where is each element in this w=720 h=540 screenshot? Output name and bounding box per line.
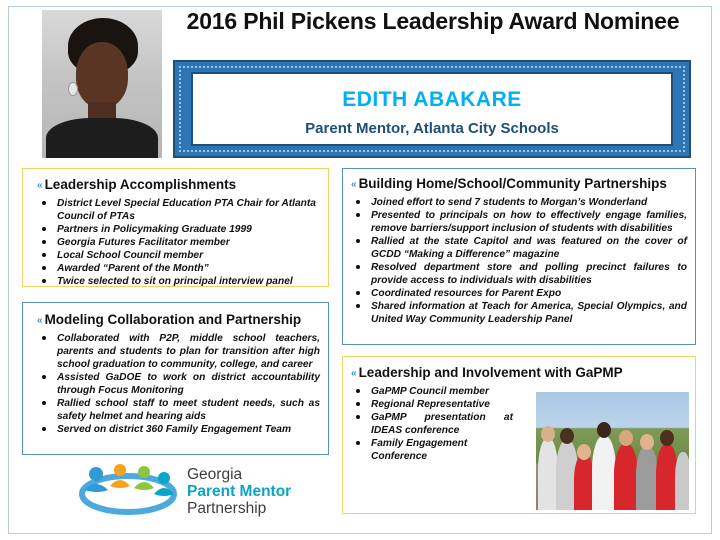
section-heading (351, 365, 687, 380)
list-item: GaPMP presentation at IDEAS conference (351, 411, 513, 437)
list-item: Rallied school staff to meet student needs, such as safety helmet and hearing aids (37, 397, 320, 423)
bullet-list (351, 385, 513, 463)
list-item: Georgia Futures Facilitator member (37, 236, 320, 249)
modeling-collaboration-section (22, 302, 329, 455)
building-partnerships-section (342, 168, 696, 345)
section-heading (351, 176, 687, 191)
page-title: 2016 Phil Pickens Leadership Award Nominee (186, 8, 680, 34)
list-item: Joined effort to send 7 students to Morgan’s Wonderland (351, 196, 687, 209)
list-item: Assisted GaDOE to work on district accountability through Focus Monitoring (37, 371, 320, 397)
georgia-parent-mentor-partnership-logo (74, 460, 324, 520)
logo-text-partnership: Partnership (187, 500, 267, 517)
list-item: Coordinated resources for Parent Expo (351, 287, 687, 300)
list-item: GaPMP Council member (351, 385, 513, 398)
list-item: Presented to principals on how to effectively engage families, remove barriers/support inclusion of students with disabilities (351, 209, 687, 235)
leadership-accomplishments-section (22, 168, 329, 287)
section-heading-text: Building Home/School/Community Partnerships (358, 176, 667, 191)
logo-text-parent-mentor: Parent Mentor (187, 483, 292, 500)
section-heading-text: Leadership and Involvement with GaPMP (358, 365, 623, 380)
chevron-icon: « (37, 315, 43, 326)
chevron-icon: « (351, 368, 357, 379)
list-item: District Level Special Education PTA Chair for Atlanta Council of PTAs (37, 197, 320, 223)
list-item: Awarded “Parent of the Month” (37, 262, 320, 275)
list-item: Partners in Policymaking Graduate 1999 (37, 223, 320, 236)
list-item: Local School Council member (37, 249, 320, 262)
chevron-icon: « (351, 179, 357, 190)
list-item: Family Engagement Conference (351, 437, 513, 463)
bullet-list (37, 197, 320, 288)
nominee-banner-inner (191, 72, 673, 146)
nominee-banner (173, 60, 691, 158)
people-circle-logo-icon (74, 460, 182, 520)
nominee-name: EDITH ABAKARE (342, 88, 522, 111)
list-item: Rallied at the state Capitol and was featured on the cover of GCDD “Making a Difference” magazine (351, 235, 687, 261)
list-item: Shared information at Teach for America, Special Olympics, and United Way Community Leadership Panel (351, 300, 687, 326)
nominee-portrait-photo (42, 10, 162, 158)
group-photo (536, 392, 689, 510)
list-item: Served on district 360 Family Engagement Team (37, 423, 320, 436)
nominee-role: Parent Mentor, Atlanta City Schools (305, 120, 559, 137)
list-item: Collaborated with P2P, middle school teachers, parents and students to plan for transition after high school graduation to community, college, and career (37, 332, 320, 371)
bullet-list (37, 332, 320, 436)
section-heading-text: Modeling Collaboration and Partnership (44, 312, 302, 327)
section-heading (37, 312, 320, 327)
section-heading (37, 177, 320, 192)
section-heading-text: Leadership Accomplishments (44, 177, 237, 192)
list-item: Regional Representative (351, 398, 513, 411)
chevron-icon: « (37, 180, 43, 191)
list-item: Resolved department store and polling precinct failures to provide access to individuals with disabilities (351, 261, 687, 287)
logo-text-georgia: Georgia (187, 466, 243, 483)
list-item: Twice selected to sit on principal interview panel (37, 275, 320, 288)
bullet-list (351, 196, 687, 326)
